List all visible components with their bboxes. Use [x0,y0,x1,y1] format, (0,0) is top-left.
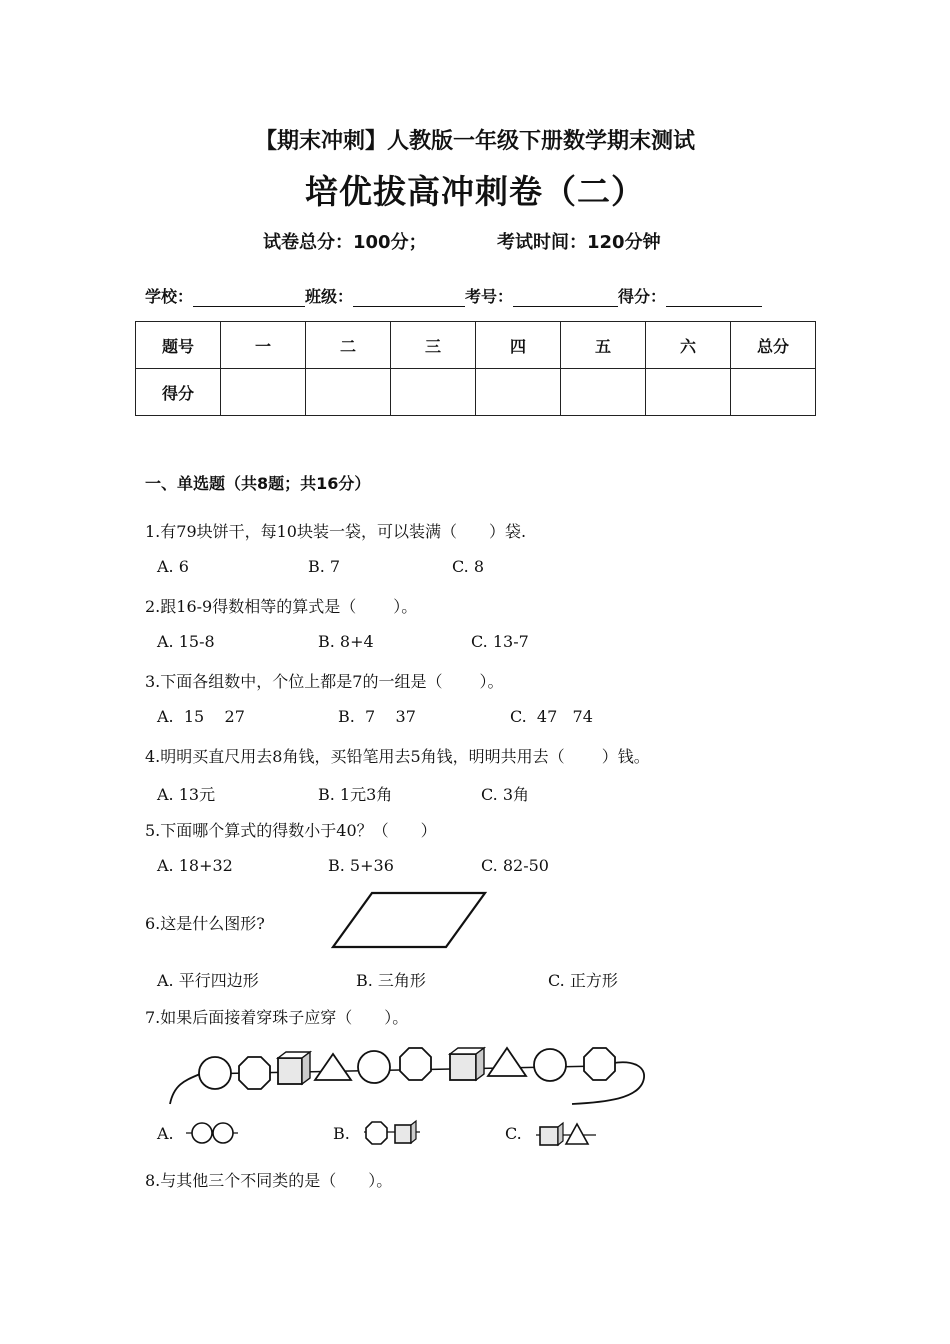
q4-option-b[interactable]: B. 1元3角 [318,785,393,804]
exam-time-text: 考试时间：120分钟 [497,232,661,253]
exam-title-line2: 培优拔高冲刺卷（二） [305,172,645,211]
question-1-text: 1.有79块饼干，每10块装一袋，可以装满（ ）袋. [145,522,527,541]
table-header-cell: 五 [561,322,646,369]
q7-option-c[interactable]: C. [505,1124,522,1143]
number-blank[interactable] [513,288,618,307]
score-cell[interactable] [731,369,816,416]
question-6-text: 6.这是什么图形? [145,914,265,933]
bead-string-figure [160,1040,660,1110]
question-5-text: 5.下面哪个算式的得数小于40？（ ） [145,821,437,840]
info-row [145,284,762,307]
parallelogram-figure [330,890,490,950]
q3-option-a[interactable]: A. 15 27 [157,707,245,726]
question-3-text: 3.下面各组数中，个位上都是7的一组是（ ）。 [145,672,504,691]
q6-option-a[interactable]: A. 平行四边形 [157,971,259,990]
score-cell[interactable] [391,369,476,416]
table-header-cell: 一 [221,322,306,369]
q7-option-c-beads [536,1118,596,1148]
exam-title-line1: 【期末冲刺】人教版一年级下册数学期末测试 [254,129,695,154]
score-table-header-row [136,322,816,369]
class-blank[interactable] [353,288,465,307]
table-header-cell: 三 [391,322,476,369]
score-table [135,321,816,416]
q7-option-b[interactable]: B. [333,1124,350,1143]
q1-option-b[interactable]: B. 7 [308,557,341,576]
score-blank[interactable] [666,288,762,307]
score-cell[interactable] [646,369,731,416]
q2-option-a[interactable]: A. 15-8 [157,632,215,651]
score-cell[interactable] [476,369,561,416]
q7-option-a[interactable]: A. [157,1124,174,1143]
total-score-text: 试卷总分：100分； [263,232,427,253]
question-2-text: 2.跟16-9得数相等的算式是（ ）。 [145,597,418,616]
score-cell[interactable] [561,369,646,416]
question-7-text: 7.如果后面接着穿珠子应穿（ ）。 [145,1008,409,1027]
score-table-score-row [136,369,816,416]
q5-option-c[interactable]: C. 82-50 [481,856,549,875]
q7-option-b-beads [364,1117,420,1147]
section-title: 一、单选题（共8题；共16分） [145,474,371,493]
score-row-label: 得分 [136,369,221,416]
q6-option-c[interactable]: C. 正方形 [548,971,618,990]
q5-option-a[interactable]: A. 18+32 [157,856,233,875]
number-label: 考号： [465,287,514,306]
q2-option-b[interactable]: B. 8+4 [318,632,374,651]
school-blank[interactable] [193,288,305,307]
q4-option-c[interactable]: C. 3角 [481,785,530,804]
q6-option-b[interactable]: B. 三角形 [356,971,426,990]
q1-option-c[interactable]: C. 8 [452,557,485,576]
q3-option-b[interactable]: B. 7 37 [338,707,416,726]
q3-option-c[interactable]: C. 47 74 [510,707,593,726]
question-8-text: 8.与其他三个不同类的是（ ）。 [145,1171,393,1190]
table-header-cell: 六 [646,322,731,369]
table-header-cell: 二 [306,322,391,369]
table-header-cell: 题号 [136,322,221,369]
question-4-text: 4.明明买直尺用去8角钱，买铅笔用去5角钱，明明共用去（ ）钱。 [145,747,650,766]
table-header-cell: 四 [476,322,561,369]
q5-option-b[interactable]: B. 5+36 [328,856,394,875]
school-label: 学校： [145,287,194,306]
q4-option-a[interactable]: A. 13元 [157,785,216,804]
class-label: 班级： [305,287,354,306]
q2-option-c[interactable]: C. 13-7 [471,632,529,651]
q7-option-a-beads [186,1119,238,1147]
score-cell[interactable] [306,369,391,416]
score-label: 得分： [618,287,667,306]
score-cell[interactable] [221,369,306,416]
table-header-cell: 总分 [731,322,816,369]
q1-option-a[interactable]: A. 6 [157,557,189,576]
